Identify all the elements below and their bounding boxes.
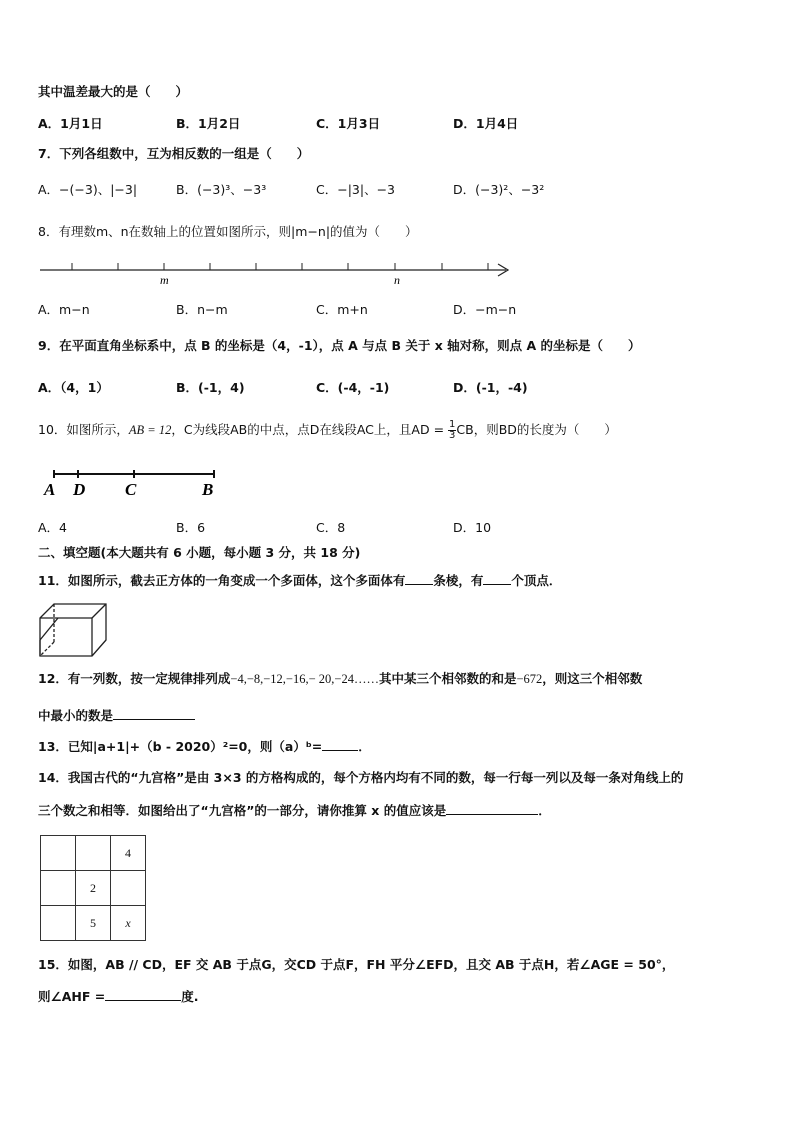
q12-line2-text: 中最小的数是 [38, 708, 114, 723]
grid-cell [41, 871, 76, 906]
q9-option-c: C．(-4，-1) [316, 380, 390, 395]
q13-stem [38, 738, 371, 755]
label-n: n [394, 273, 400, 287]
q11-part1: 11．如图所示，截去正方体的一角变成一个多面体，这个多面体有 [38, 573, 406, 588]
label-a: A [44, 480, 56, 499]
q6-stem-tail: 其中温差最大的是（ ） [38, 84, 189, 99]
q12-line2 [38, 707, 195, 724]
q12-sum: −672 [516, 672, 543, 686]
q10-segment-figure [40, 462, 230, 502]
grid-cell [76, 836, 111, 871]
q9-option-a: A．（4，1） [38, 380, 109, 395]
q14-line1: 14．我国古代的“九宫格”是由 3×3 的方格构成的，每个方格内均有不同的数，每一行每一列以及每一条对角线上的 [38, 770, 684, 785]
grid-row [41, 871, 146, 906]
label-c: C [125, 480, 137, 499]
q6-option-b: B．1月2日 [176, 116, 241, 131]
q13-text: 13．已知|a+1|+（b - 2020）²=0，则（a）ᵇ= [38, 739, 323, 754]
q11-part2: 条棱，有 [433, 573, 484, 588]
q9-stem: 9．在平面直角坐标系中，点 B 的坐标是（4，-1），点 A 与点 B 关于 x 轴对称，则点 A 的坐标是（ ） [38, 338, 641, 353]
q11-cube-figure [36, 600, 116, 662]
label-d: D [73, 480, 86, 499]
q12-stem [38, 671, 642, 687]
q7-option-b: B．(−3)³、−3³ [176, 182, 267, 197]
grid-row [41, 836, 146, 871]
label-m: m [160, 273, 169, 287]
grid-cell: 4 [111, 836, 146, 871]
q15-line2a: 则∠AHF = [38, 989, 106, 1004]
q7-option-c: C．−|3|、−3 [316, 182, 396, 197]
q10-option-c: C．8 [316, 520, 346, 535]
q10-stem-b: ，C为线段AB的中点，点D在线段AC上，且AD = [171, 422, 445, 437]
q7-option-a: A．−(−3)、|−3| [38, 182, 138, 197]
grid-cell: x [111, 906, 146, 941]
q12-part1: 12．有一列数，按一定规律排列成 [38, 671, 231, 686]
grid-cell [111, 871, 146, 906]
q15-line1: 15．如图，AB // CD，EF 交 AB 于点G，交CD 于点F，FH 平分∠EFD，且交 AB 于点H，若∠AGE = 50°， [38, 957, 675, 972]
number-line-ticks [72, 263, 488, 270]
q12-sequence: −4,−8,−12,−16,− 20,−24…… [230, 672, 379, 686]
q12-part2: 其中某三个相邻数的和是 [378, 671, 517, 686]
q10-frac-den: 3 [449, 430, 456, 441]
q10-option-b: B．6 [176, 520, 206, 535]
label-b: B [202, 480, 214, 499]
q8-option-c: C．m+n [316, 302, 368, 317]
q10-frac-num: 1 [449, 419, 456, 430]
grid-cell: 5 [76, 906, 111, 941]
q13-end: ． [358, 739, 371, 754]
grid-row [41, 906, 146, 941]
q8-number-line [38, 258, 518, 288]
nine-grid [40, 835, 146, 941]
q12-blank[interactable] [113, 707, 195, 720]
q9-option-d: D．(-1，-4) [453, 380, 528, 395]
q15-blank[interactable] [105, 988, 181, 1001]
q8-option-a: A．m−n [38, 302, 90, 317]
q14-end: ． [538, 803, 551, 818]
grid-cell [41, 906, 76, 941]
q7-stem: 7．下列各组数中，互为相反数的一组是（ ） [38, 146, 310, 161]
q8-option-b: B．n−m [176, 302, 228, 317]
q11-blank-edges[interactable] [405, 572, 433, 585]
q9-option-b: B．(-1，4) [176, 380, 245, 395]
q14-line2-text: 三个数之和相等．如图给出了“九宫格”的一部分，请你推算 x 的值应该是 [38, 803, 447, 818]
q11-part3: 个顶点． [511, 573, 562, 588]
q14-blank[interactable] [446, 802, 538, 815]
q10-stem-c: CB，则BD的长度为（ ） [456, 422, 617, 437]
q11-blank-vertices[interactable] [483, 572, 511, 585]
q10-stem-a: 10．如图所示， [38, 422, 129, 437]
grid-cell [41, 836, 76, 871]
q15-line2b: 度. [181, 989, 199, 1004]
grid-cell: 2 [76, 871, 111, 906]
q13-blank[interactable] [322, 738, 358, 751]
q10-stem [38, 420, 617, 441]
section-heading: 二、填空题(本大题共有 6 小题，每小题 3 分，共 18 分) [38, 545, 361, 560]
q8-stem: 8．有理数m、n在数轴上的位置如图所示，则|m−n|的值为（ ） [38, 224, 418, 239]
q6-option-d: D．1月4日 [453, 116, 519, 131]
q8-option-d: D．−m−n [453, 302, 517, 317]
q7-option-d: D．(−3)²、−3² [453, 182, 545, 197]
q15-line2 [38, 988, 198, 1005]
q11-stem [38, 572, 561, 589]
q6-option-a: A．1月1日 [38, 116, 103, 131]
q14-line2 [38, 802, 551, 819]
q10-option-d: D．10 [453, 520, 492, 535]
q10-ab: AB = 12 [128, 423, 172, 437]
q10-option-a: A．4 [38, 520, 68, 535]
q6-option-c: C．1月3日 [316, 116, 381, 131]
q12-part3: ，则这三个相邻数 [542, 671, 643, 686]
